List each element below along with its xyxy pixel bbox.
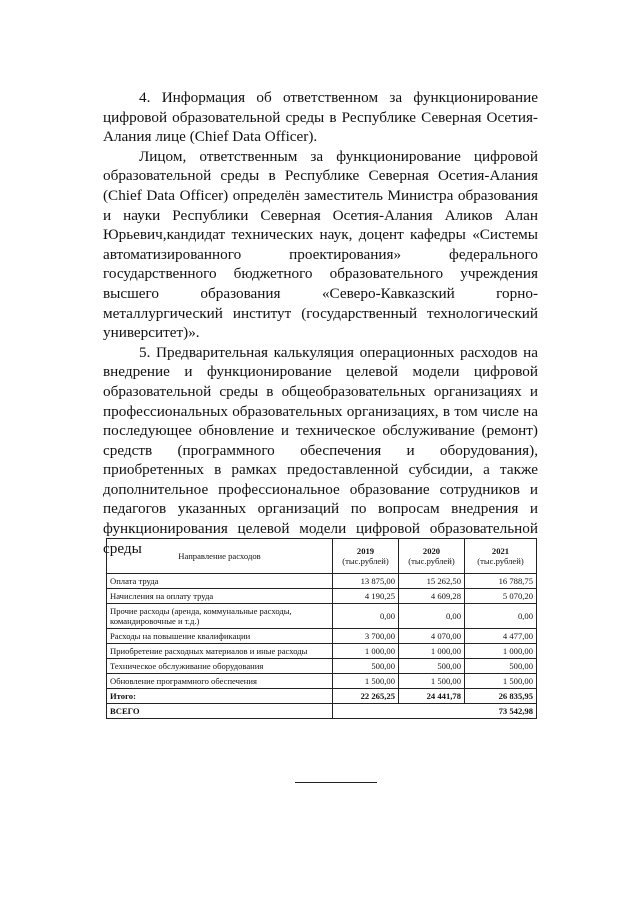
- header-year-2021: [465, 539, 537, 574]
- cell-2019: 4 190,25: [333, 589, 399, 604]
- footnote-separator: [295, 782, 377, 783]
- row-name: Обновление программного обеспечения: [107, 674, 333, 689]
- table-row: [107, 574, 537, 589]
- table-row: [107, 604, 537, 629]
- grand-total-value: 73 542,98: [333, 704, 537, 719]
- cell-2020: 0,00: [399, 604, 465, 629]
- header-direction: Направление расходов: [107, 539, 333, 574]
- paragraph-cdo-person: Лицом, ответственным за функционирование цифровой образовательной среды в Республике Северная Осетия-Алания (Chief Data Officer) определён заместитель Министра образования и науки Республики Северная Осетия-Алания Аликов Алан Юрьевич,кандидат технических наук, доцент кафедры «Системы автоматизированного проектирования» федерального государственного бюджетного образовательного учреждения высшего образования «Северо-Кавказский горно-металлургический институт (государственный технологический университет)».: [103, 147, 538, 342]
- cell-2020: 1 000,00: [399, 644, 465, 659]
- row-name: Расходы на повышение квалификации: [107, 629, 333, 644]
- table-total-row: [107, 689, 537, 704]
- header-unit: (тыс.рублей): [342, 556, 389, 566]
- grand-total-label: ВСЕГО: [107, 704, 333, 719]
- paragraph-cost-estimate: 5. Предварительная калькуляция операционных расходов на внедрение и функционирование целевой модели цифровой образовательной среды в общеобразовательных организациях и профессиональных образовательных организациях, в том числе на последующее обновление и техническое обслуживание (ремонт) средств (программного обеспечения и оборудования), приобретенных в рамках предоставленной субсидии, а также дополнительное профессиональное образование сотрудников и педагогов указанных организаций по вопросам внедрения и функционирования целевой модели цифровой образовательной среды: [103, 343, 538, 557]
- header-year: 2021: [491, 546, 510, 556]
- cell-2019: 1 500,00: [333, 674, 399, 689]
- cell-2019: 500,00: [333, 659, 399, 674]
- table-header-row: [107, 539, 537, 574]
- cell-2020: 15 262,50: [399, 574, 465, 589]
- cell-2019: 0,00: [333, 604, 399, 629]
- table-row: [107, 644, 537, 659]
- total-label: Итого:: [107, 689, 333, 704]
- body-text: [103, 88, 538, 558]
- row-name: Прочие расходы (аренда, коммунальные расходы, командировочные и т.д.): [107, 604, 333, 629]
- cell-2021: 0,00: [465, 604, 537, 629]
- row-name: Начисления на оплату труда: [107, 589, 333, 604]
- cell-2020: 4 609,28: [399, 589, 465, 604]
- table-row: [107, 629, 537, 644]
- cell-2021: 1 500,00: [465, 674, 537, 689]
- table-grand-total-row: [107, 704, 537, 719]
- cell-2019: 13 875,00: [333, 574, 399, 589]
- cell-2021: 4 477,00: [465, 629, 537, 644]
- paragraph-cdo-heading: 4. Информация об ответственном за функционирование цифровой образовательной среды в Республике Северная Осетия-Алания лице (Chief Data Officer).: [103, 89, 538, 146]
- expenses-table: [106, 538, 537, 719]
- header-unit: (тыс.рублей): [477, 556, 524, 566]
- header-year-2020: [399, 539, 465, 574]
- cell-2021: 5 070,20: [465, 589, 537, 604]
- row-name: Приобретение расходных материалов и иные расходы: [107, 644, 333, 659]
- cell-2021: 16 788,75: [465, 574, 537, 589]
- header-year: 2020: [422, 546, 441, 556]
- header-unit: (тыс.рублей): [408, 556, 455, 566]
- cell-2020: 500,00: [399, 659, 465, 674]
- cell-2021: 500,00: [465, 659, 537, 674]
- total-2021: 26 835,95: [465, 689, 537, 704]
- row-name: Техническое обслуживание оборудования: [107, 659, 333, 674]
- cell-2019: 3 700,00: [333, 629, 399, 644]
- row-name: Оплата труда: [107, 574, 333, 589]
- cell-2020: 1 500,00: [399, 674, 465, 689]
- cell-2021: 1 000,00: [465, 644, 537, 659]
- header-year-2019: [333, 539, 399, 574]
- cell-2020: 4 070,00: [399, 629, 465, 644]
- table-row: [107, 659, 537, 674]
- total-2019: 22 265,25: [333, 689, 399, 704]
- cell-2019: 1 000,00: [333, 644, 399, 659]
- expenses-table-wrap: [106, 538, 536, 719]
- header-year: 2019: [356, 546, 375, 556]
- table-row: [107, 674, 537, 689]
- table-row: [107, 589, 537, 604]
- total-2020: 24 441,78: [399, 689, 465, 704]
